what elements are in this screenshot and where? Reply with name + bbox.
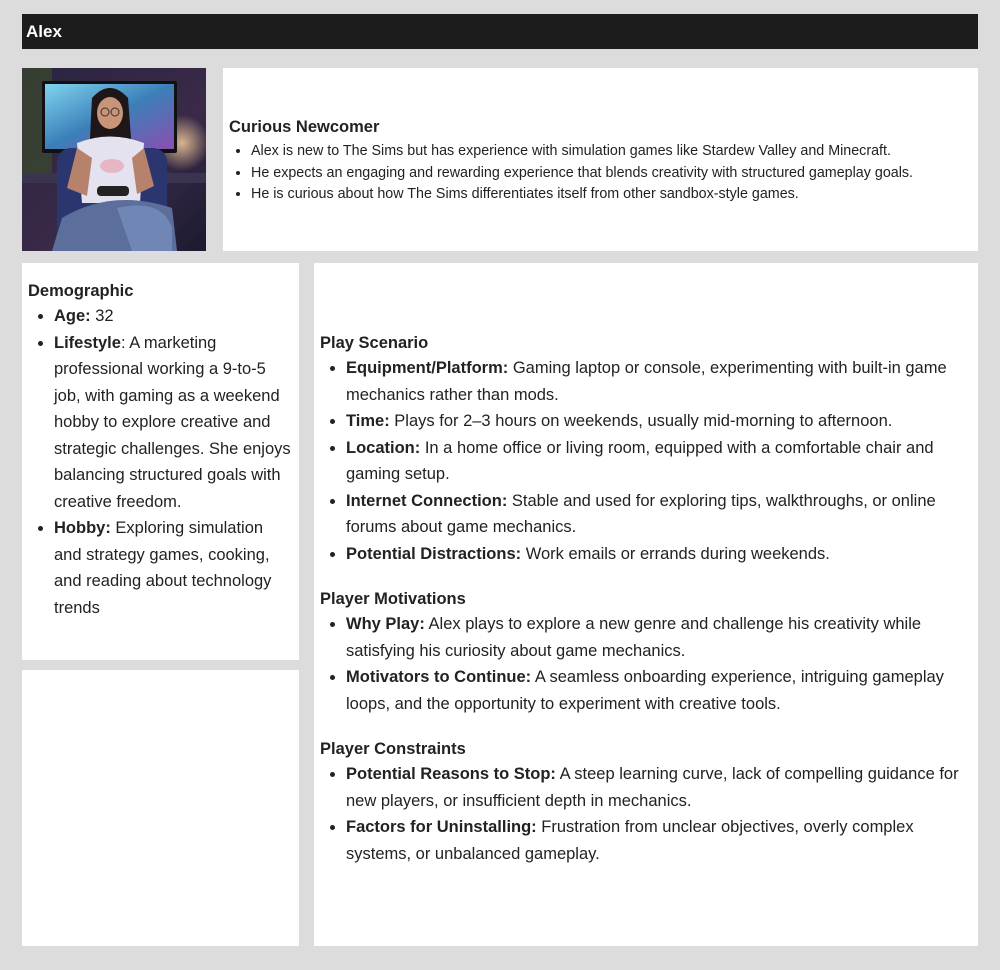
- demographic-item-age: [54, 303, 293, 330]
- persona-name-header: [22, 14, 978, 49]
- list-item: [346, 541, 972, 568]
- summary-list: [229, 141, 972, 206]
- list-item: [346, 488, 972, 541]
- section-title-player-constraints: Player Constraints: [320, 740, 466, 758]
- list-item: [346, 761, 972, 814]
- scenario-card: [314, 263, 978, 946]
- summary-item: • He is curious about how The Sims differentiates itself from other sandbox-style games.: [251, 184, 972, 206]
- item-label: Time:: [346, 412, 390, 430]
- persona-name: Alex: [26, 21, 62, 41]
- list-item: [346, 664, 972, 717]
- empty-card: [22, 670, 299, 946]
- item-label: Hobby:: [54, 519, 111, 537]
- demographic-item-lifestyle: [54, 330, 293, 516]
- item-label: Location:: [346, 438, 421, 457]
- item-text: 32: [90, 307, 114, 325]
- demographic-card: [22, 263, 299, 660]
- section-title-play-scenario: Play Scenario: [320, 334, 429, 352]
- list-item: [346, 611, 972, 664]
- item-label: Age:: [54, 307, 91, 325]
- item-text: A steep learning curve, lack of compelling guidance for new players, or insufficient depth in mechanics.: [346, 765, 959, 810]
- list-item: [346, 814, 972, 867]
- item-text: In a home office or living room, equipped with a comfortable chair and gaming setup.: [346, 438, 934, 483]
- gamer-illustration-icon: [22, 68, 206, 251]
- item-colon: :: [120, 333, 126, 352]
- list-item: [346, 355, 972, 408]
- item-text: Exploring simulation and strategy games, cooking, and reading about technology trends: [54, 519, 272, 617]
- item-label: Lifestyle: [54, 333, 121, 352]
- persona-type-title: Curious Newcomer: [229, 118, 380, 136]
- item-text: Frustration from unclear objectives, overly complex systems, or unbalanced gameplay.: [346, 818, 914, 863]
- demographic-title: Demographic: [28, 282, 134, 300]
- demographic-list: [28, 303, 293, 621]
- item-label: Motivators to Continue:: [346, 668, 532, 686]
- persona-photo: [22, 68, 206, 251]
- item-text: Work emails or errands during weekends.: [521, 544, 830, 563]
- play-scenario-list: [320, 355, 972, 567]
- item-text: Stable and used for exploring tips, walkthroughs, or online forums about game mechanics.: [346, 491, 936, 536]
- item-label: Equipment/Platform:: [346, 359, 509, 377]
- item-text: Plays for 2–3 hours on weekends, usually mid-morning to afternoon.: [389, 412, 893, 430]
- item-text: A marketing professional working a 9-to-5 job, with gaming as a weekend hobby to explore creative and strategic challenges. She enjoys balancing structured goals with creative freedom.: [54, 333, 291, 511]
- demographic-item-hobby: [54, 515, 293, 621]
- item-text: Gaming laptop or console, experimenting with built-in game mechanics rather than mods.: [346, 359, 947, 404]
- list-item: [346, 435, 972, 488]
- section-title-player-motivations: Player Motivations: [320, 590, 466, 608]
- list-item: [346, 408, 972, 435]
- item-label: Internet Connection:: [346, 491, 508, 510]
- item-label: Why Play:: [346, 615, 425, 633]
- persona-summary-card: [223, 68, 978, 251]
- item-label: Potential Reasons to Stop:: [346, 765, 556, 783]
- player-constraints-list: [320, 761, 972, 867]
- player-motivations-list: [320, 611, 972, 717]
- item-text: A seamless onboarding experience, intriguing gameplay loops, and the opportunity to experiment with creative tools.: [346, 668, 944, 713]
- item-text: Alex plays to explore a new genre and challenge his creativity while satisfying his curiosity about game mechanics.: [346, 615, 922, 660]
- item-label: Potential Distractions:: [346, 544, 522, 563]
- summary-item: • He expects an engaging and rewarding experience that blends creativity with structured gameplay goals.: [251, 163, 972, 185]
- item-label: Factors for Uninstalling:: [346, 818, 537, 836]
- summary-item: • Alex is new to The Sims but has experience with simulation games like Stardew Valley and Minecraft.: [251, 141, 972, 163]
